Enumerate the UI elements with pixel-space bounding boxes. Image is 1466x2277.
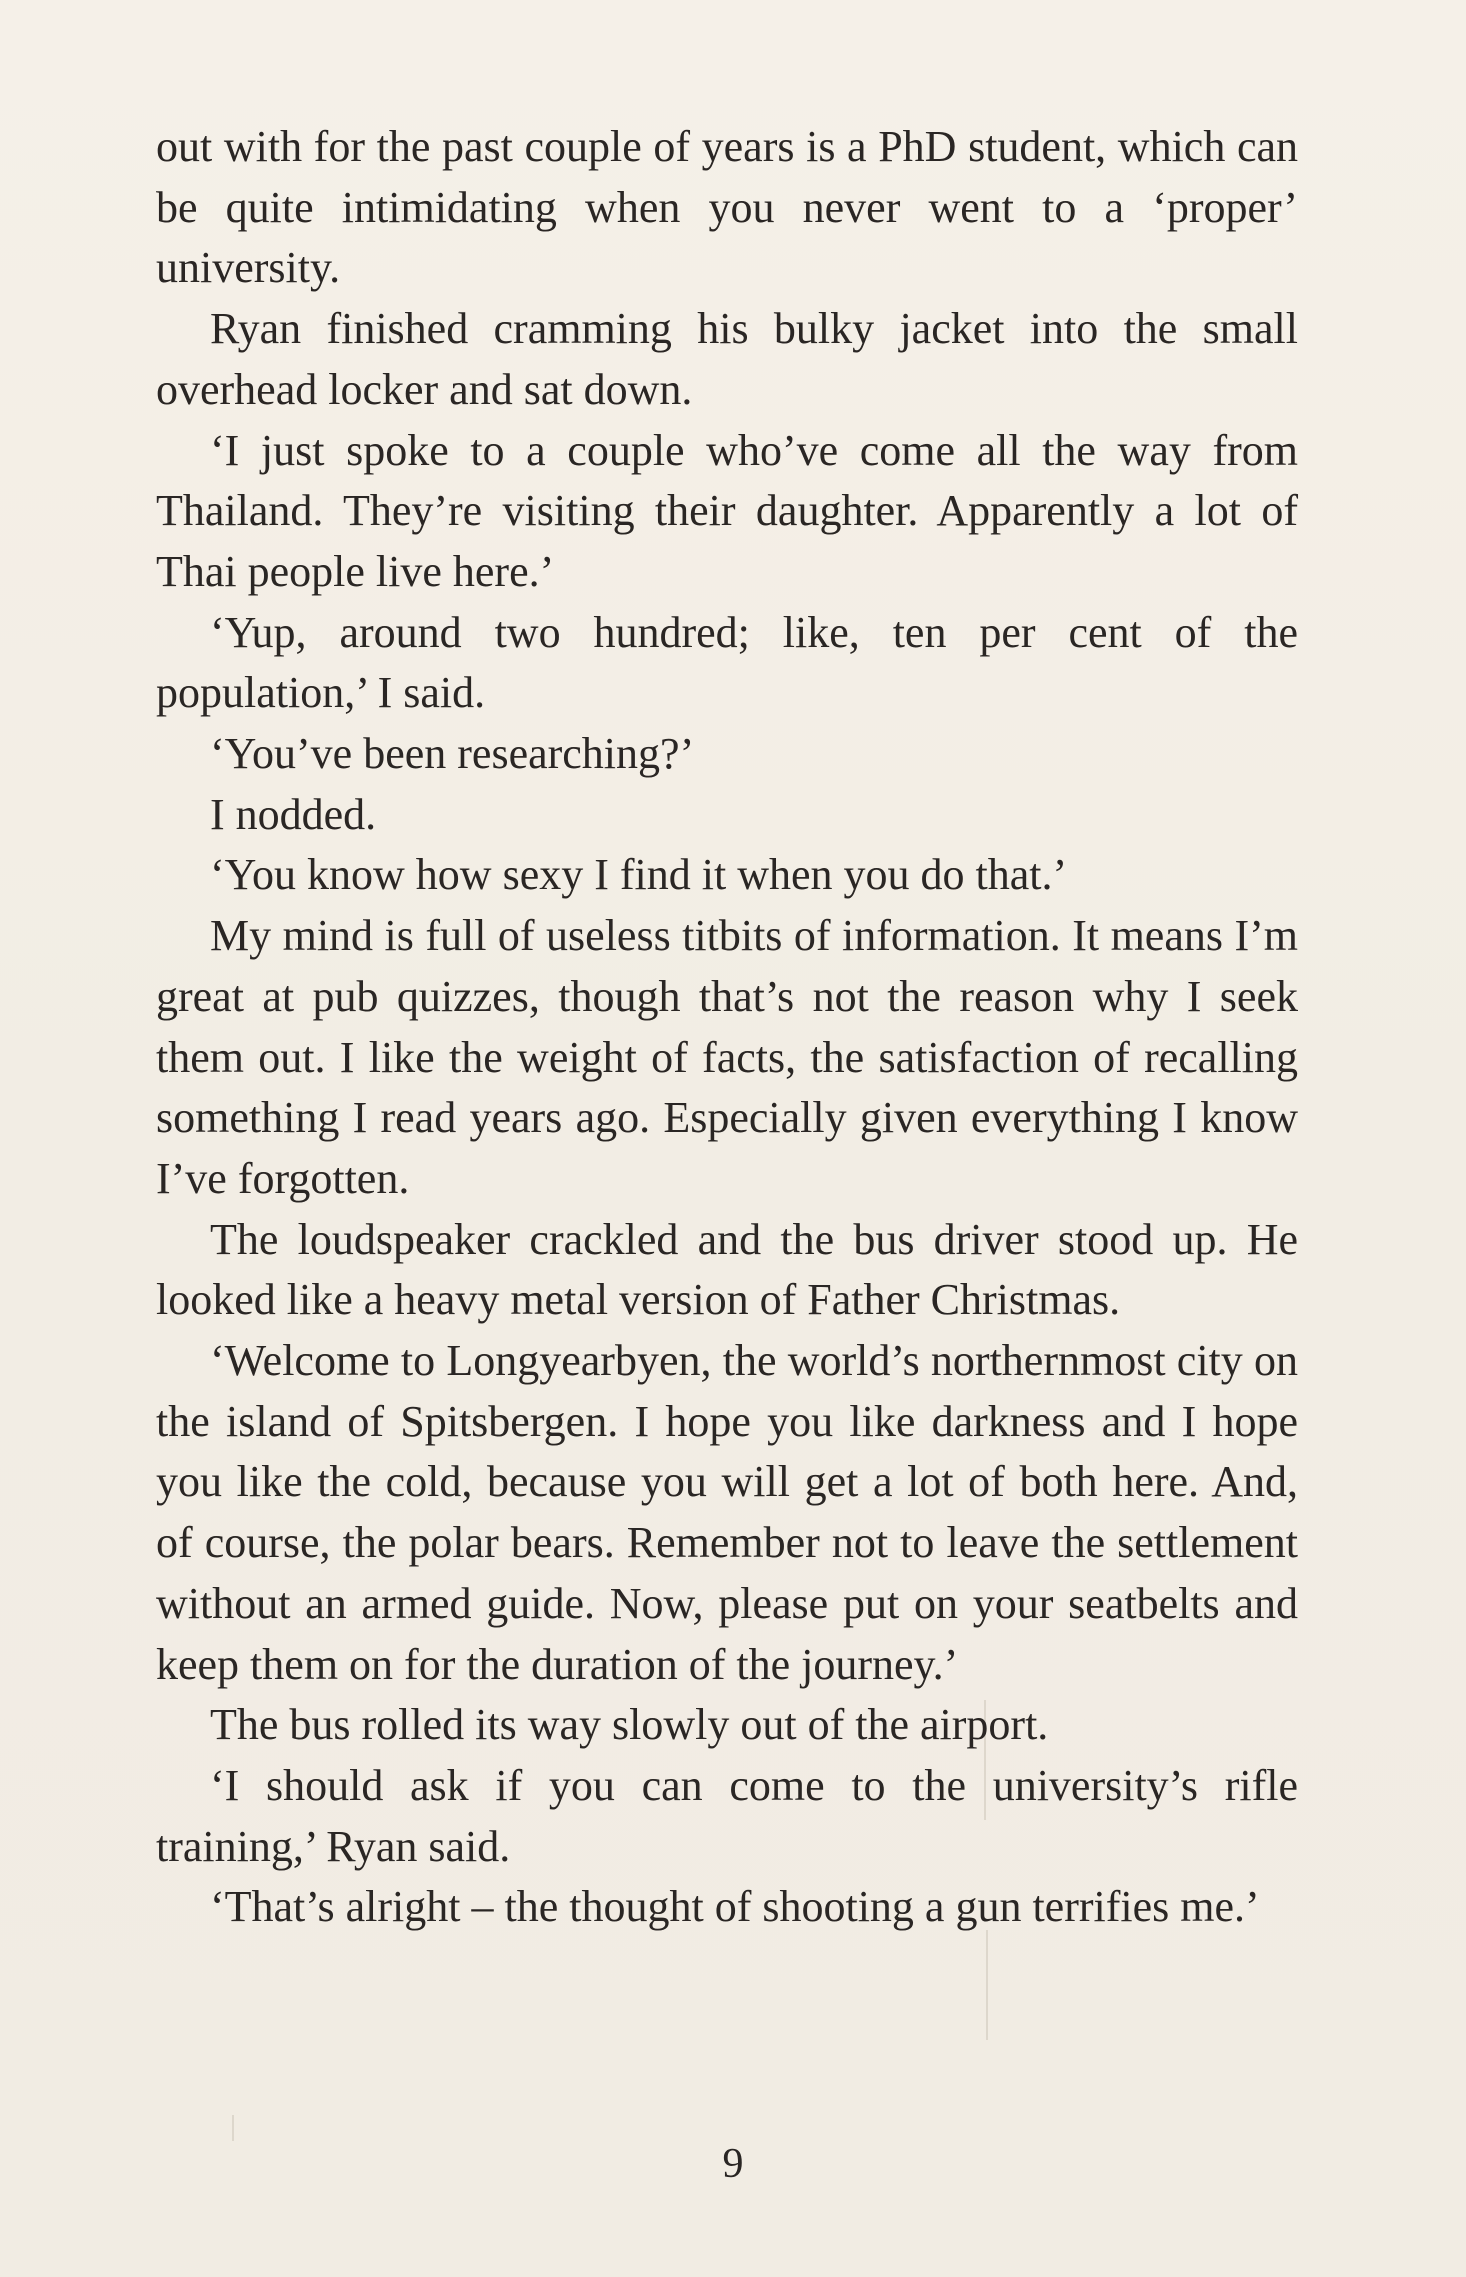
body-text bbox=[156, 117, 1298, 1938]
paragraph: ‘Welcome to Longyearbyen, the world’s northernmost city on the island of Spitsbergen. I hope you like darkness and I hope you like the cold, because you will get a lot of both here. And, of course, the polar bears. Remember not to leave the settlement without an armed guide. Now, please put on your seatbelts and keep them on for the duration of the journey.’ bbox=[156, 1336, 1298, 1689]
show-through-mark bbox=[986, 1930, 988, 2040]
paragraph: I nodded. bbox=[210, 789, 377, 839]
paragraph: My mind is full of useless titbits of information. It means I’m great at pub quizzes, though that’s not the reason why I seek them out. I like the weight of facts, the satisfaction of recalling something I read years ago. Especially given everything I know I’ve forgotten. bbox=[156, 911, 1298, 1203]
paragraph: Ryan finished cramming his bulky jacket into the small overhead locker and sat down. bbox=[156, 304, 1298, 414]
paragraph: ‘You’ve been researching?’ bbox=[210, 729, 695, 779]
paragraph: The bus rolled its way slowly out of the airport. bbox=[210, 1700, 1049, 1750]
page-number: 9 bbox=[722, 2141, 744, 2187]
paragraph: ‘That’s alright – the thought of shooting a gun terrifies me.’ bbox=[210, 1882, 1260, 1932]
paragraph: The loudspeaker crackled and the bus driver stood up. He looked like a heavy metal version of Father Christmas. bbox=[156, 1214, 1298, 1325]
show-through-mark bbox=[232, 2115, 234, 2141]
paragraph: ‘Yup, around two hundred; like, ten per cent of the population,’ I said. bbox=[156, 607, 1298, 718]
paragraph: ‘I should ask if you can come to the university’s rifle training,’ Ryan said. bbox=[156, 1760, 1298, 1871]
paragraph: ‘I just spoke to a couple who’ve come all the way from Thailand. They’re visiting their daughter. Apparently a lot of Thai people live here.’ bbox=[156, 425, 1298, 596]
paragraph: out with for the past couple of years is a PhD student, which can be quite intimidating when you never went to a ‘proper’ university. bbox=[156, 122, 1298, 293]
paragraph: ‘You know how sexy I find it when you do that.’ bbox=[210, 850, 1068, 900]
